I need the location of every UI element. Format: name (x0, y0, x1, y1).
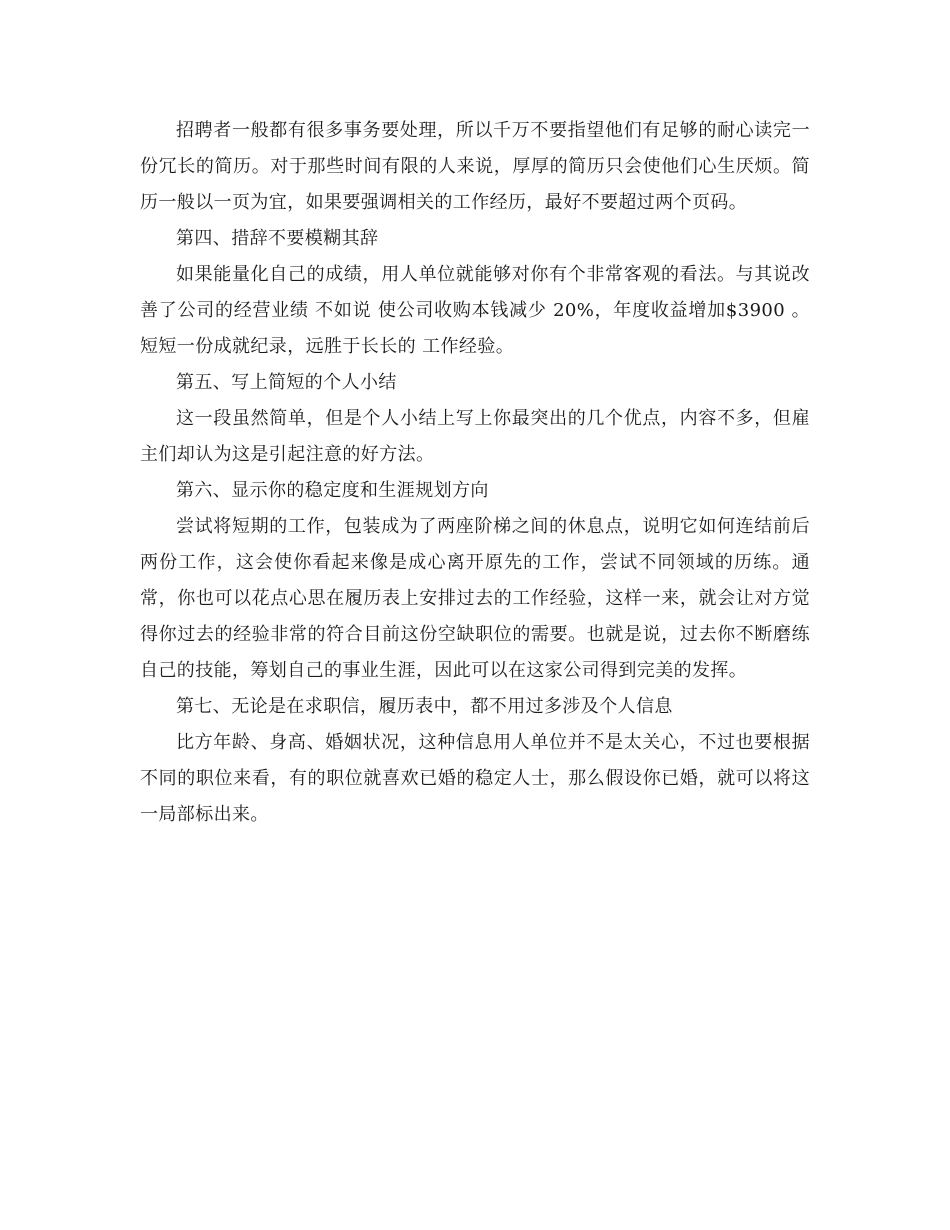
paragraph-career-stability: 尝试将短期的工作，包装成为了两座阶梯之间的休息点，说明它如何连结前后两份工作，这会使你看起来像是成心离开原先的工作，尝试不同领域的历练。通常，你也可以花点心思在履历表上安排过去的工作经验，这样一来，就会让对方觉得你过去的经验非常的符合目前这份空缺职位的需要。也就是说，过去你不断磨练自己的技能，筹划自己的事业生涯，因此可以在这家公司得到完美的发挥。 (140, 516, 810, 681)
section-heading-4: 第四、措辞不要模糊其辞 (176, 228, 379, 249)
paragraph-quantify-results: 如果能量化自己的成绩，用人单位就能够对你有个非常客观的看法。与其说改善了公司的经营业绩 不如说 使公司收购本钱减少 20%，年度收益增加$3900 。短短一份成就纪录，远胜于长长的 工作经验。 (140, 264, 810, 357)
document-body (140, 113, 810, 833)
section-heading-6: 第六、显示你的稳定度和生涯规划方向 (176, 480, 489, 501)
paragraph-resume-length: 招聘者一般都有很多事务要处理，所以千万不要指望他们有足够的耐心读完一份冗长的简历。对于那些时间有限的人来说，厚厚的简历只会使他们心生厌烦。简历一般以一页为宜，如果要强调相关的工作经历，最好不要超过两个页码。 (140, 120, 810, 213)
paragraph-personal-info: 比方年龄、身高、婚姻状况，这种信息用人单位并不是太关心，不过也要根据不同的职位来看，有的职位就喜欢已婚的稳定人士，那么假设你已婚，就可以将这一局部标出来。 (140, 732, 810, 825)
paragraph-personal-summary: 这一段虽然简单，但是个人小结上写上你最突出的几个优点，内容不多，但雇主们却认为这是引起注意的好方法。 (140, 408, 810, 465)
section-heading-7: 第七、无论是在求职信，履历表中，都不用过多涉及个人信息 (176, 696, 673, 717)
section-heading-5: 第五、写上简短的个人小结 (176, 372, 397, 393)
